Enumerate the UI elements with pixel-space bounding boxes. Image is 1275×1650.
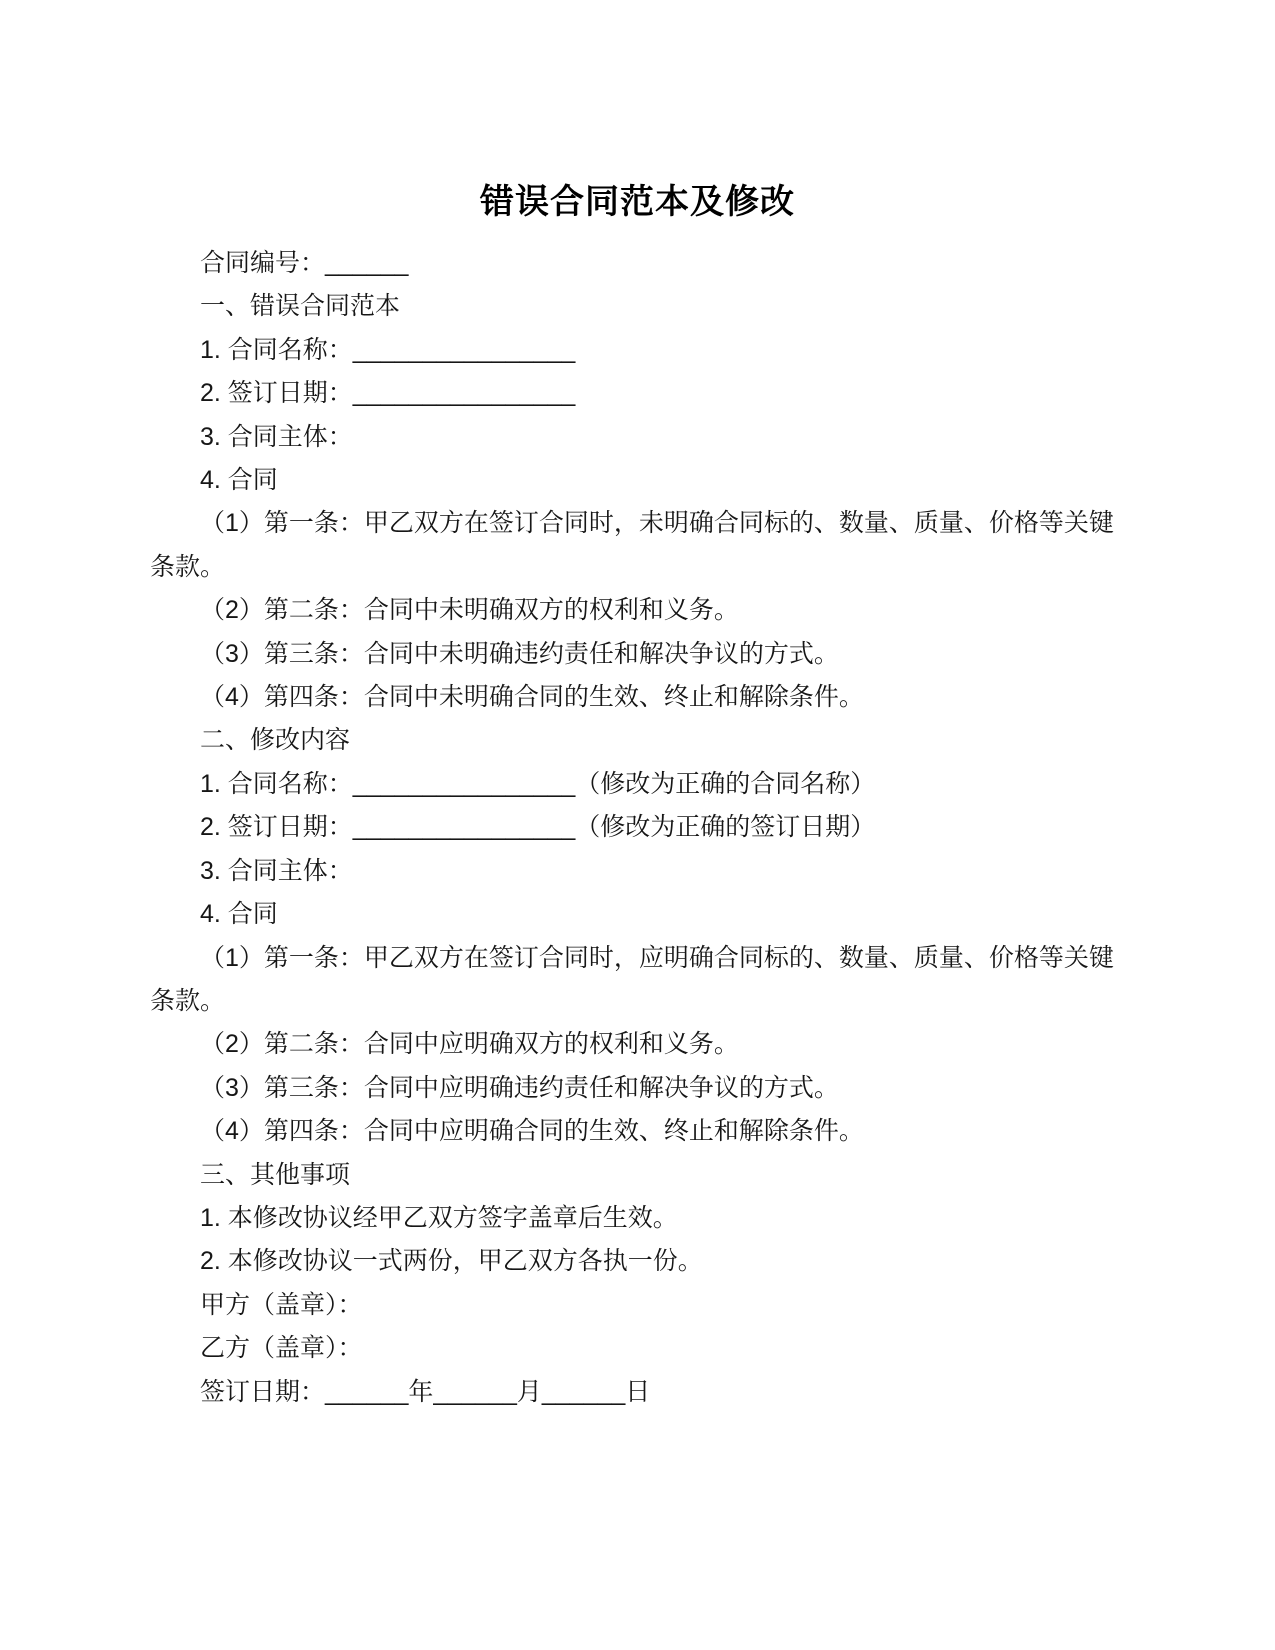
document-line: 1. 合同名称：________________（修改为正确的合同名称） <box>200 769 876 798</box>
document-line: （4）第四条：合同中应明确合同的生效、终止和解除条件。 <box>200 1117 864 1146</box>
document-line: （2）第二条：合同中应明确双方的权利和义务。 <box>200 1030 739 1059</box>
document-line: 合同编号：______ <box>200 249 409 277</box>
document-line: 签订日期：______年______月______日 <box>200 1377 651 1406</box>
document-line: （2）第二条：合同中未明确双方的权利和义务。 <box>200 596 739 625</box>
document-line: 2. 签订日期：________________ <box>200 379 576 408</box>
document-line: 一、错误合同范本 <box>200 292 401 321</box>
document-line: 1. 本修改协议经甲乙双方签字盖章后生效。 <box>200 1203 678 1232</box>
document-line: 1. 合同名称：________________ <box>200 335 576 364</box>
document-line: （1）第一条：甲乙双方在签订合同时，未明确合同标的、数量、质量、价格等关键 <box>200 509 1114 538</box>
document-title: 错误合同范本及修改 <box>480 183 795 221</box>
document-line: 乙方（盖章）： <box>200 1334 363 1363</box>
document-line: 条款。 <box>150 552 226 581</box>
document-line: （3）第三条：合同中应明确违约责任和解决争议的方式。 <box>200 1073 839 1102</box>
document-body <box>150 242 1130 1414</box>
document-line: （4）第四条：合同中未明确合同的生效、终止和解除条件。 <box>200 683 864 712</box>
document-line: 条款。 <box>150 986 226 1015</box>
document-line: 2. 签订日期：________________（修改为正确的签订日期） <box>200 813 876 842</box>
document-line: 2. 本修改协议一式两份，甲乙双方各执一份。 <box>200 1247 703 1276</box>
document-line: （1）第一条：甲乙双方在签订合同时，应明确合同标的、数量、质量、价格等关键 <box>200 943 1114 972</box>
document-line: 甲方（盖章）： <box>200 1290 363 1319</box>
document-line: 3. 合同主体： <box>200 422 353 451</box>
document-line: 4. 合同 <box>200 900 278 929</box>
document-line: 3. 合同主体： <box>200 856 353 885</box>
document-line: 4. 合同 <box>200 466 278 495</box>
document-line: （3）第三条：合同中未明确违约责任和解决争议的方式。 <box>200 639 839 668</box>
document-line: 二、修改内容 <box>200 726 351 755</box>
document-line: 三、其他事项 <box>200 1160 351 1189</box>
